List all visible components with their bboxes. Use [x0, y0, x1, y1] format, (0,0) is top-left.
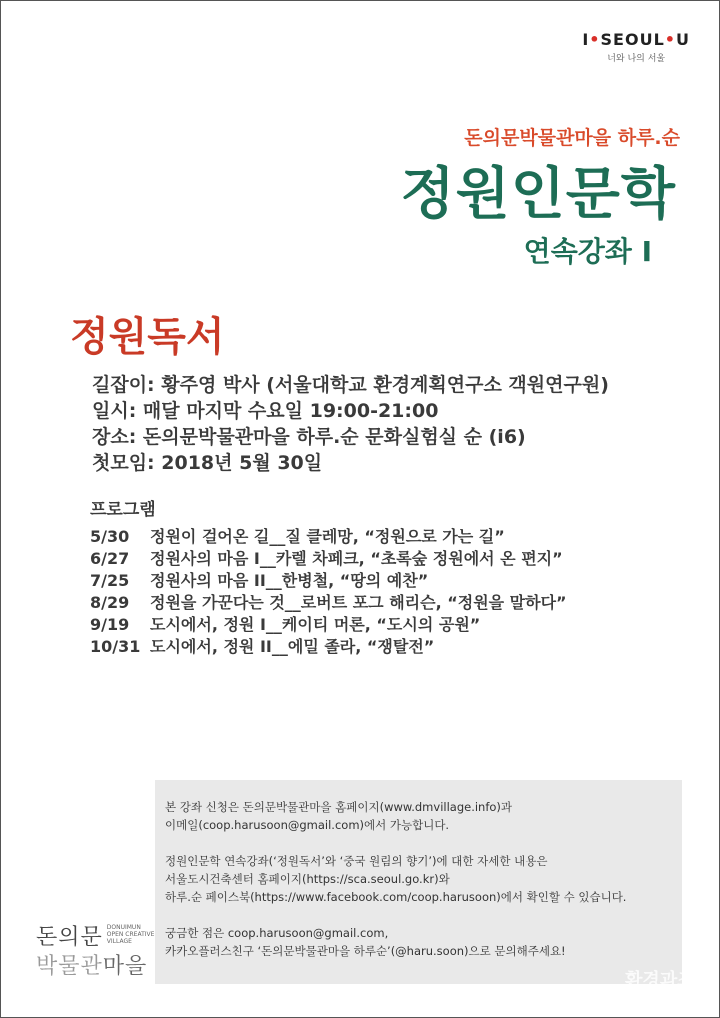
village-logo-line2a: 박물관 [36, 954, 103, 979]
program-list [90, 495, 567, 658]
notice-details [165, 852, 672, 906]
notice-line: 궁금한 점은 coop.harusoon@gmail.com, [165, 926, 389, 940]
info-location: 장소: 돈의문박물관마을 하루.순 문화실험실 순 (i6) [92, 426, 526, 448]
section-title: 정원독서 [70, 314, 225, 360]
page-subtitle: 연속강좌 Ⅰ [523, 235, 652, 268]
organizer-name: 돈의문박물관마을 하루.순 [464, 127, 680, 149]
page-title: 정원인문학 [400, 162, 676, 227]
list-item [90, 548, 567, 570]
notice-line: 서울도시건축센터 홈페이지(https://sca.seoul.go.kr)와 [165, 872, 450, 886]
info-datetime: 일시: 매달 마지막 수요일 19:00-21:00 [92, 400, 439, 422]
list-item [90, 636, 567, 658]
list-item [90, 592, 567, 614]
program-date: 6/27 [90, 549, 130, 568]
program-text: 정원을 가꾼다는 것__로버트 포그 해리슨, “정원을 말하다” [150, 593, 567, 612]
notice-line: 이메일(coop.harusoon@gmail.com)에서 가능합니다. [165, 818, 450, 832]
notice-registration [165, 798, 672, 834]
village-logo-line2 [36, 949, 154, 980]
donuimun-village-logo [36, 920, 154, 980]
village-logo-line1: 돈의문 [36, 925, 103, 950]
village-logo-english [107, 924, 155, 945]
logo-tagline: 너와 나의 서울 [607, 54, 666, 64]
notice-line: 정원인문학 연속강좌(‘정원독서’와 ‘중국 원림의 향기’)에 대한 자세한 내용은 [165, 854, 548, 868]
notice-box [155, 780, 682, 984]
program-title: 프로그램 [90, 500, 156, 520]
list-item [90, 570, 567, 592]
program-text: 정원이 걸어온 길__질 클레망, “정원으로 가는 길” [150, 527, 505, 546]
program-text: 정원사의 마음 I__카렐 차페크, “초록숲 정원에서 온 편지” [150, 549, 563, 568]
notice-line: 본 강좌 신청은 돈의문박물관마을 홈페이지(www.dmvillage.info)과 [165, 800, 513, 814]
watermark: 환경과조경 [625, 970, 712, 991]
village-logo-en-line: VILLAGE [106, 938, 132, 945]
program-text: 도시에서, 정원 I__케이티 머론, “도시의 공원” [150, 615, 481, 634]
program-date: 9/19 [90, 615, 130, 634]
info-guide: 길잡이: 황주영 박사 (서울대학교 환경계획연구소 객원연구원) [92, 374, 609, 396]
program-date: 7/25 [90, 571, 130, 590]
logo-main: I•SEOUL•U [582, 30, 690, 49]
notice-contact [165, 924, 672, 960]
program-date: 8/29 [90, 593, 130, 612]
list-item [90, 614, 567, 636]
program-date: 5/30 [90, 527, 130, 546]
notice-line: 하루.순 페이스북(https://www.facebook.com/coop.harusoon)에서 확인할 수 있습니다. [165, 890, 627, 904]
list-item [90, 526, 567, 548]
info-first-meeting: 첫모임: 2018년 5월 30일 [92, 452, 323, 474]
program-text: 정원사의 마음 II__한병철, “땅의 예찬” [150, 571, 429, 590]
village-logo-en-line: DONUIMUN [106, 924, 141, 931]
notice-line: 카카오플러스친구 ‘돈의문박물관마을 하루순’(@haru.soon)으로 문의해주세요! [165, 944, 566, 958]
program-date: 10/31 [90, 637, 141, 656]
i-seoul-u-logo [582, 30, 690, 64]
program-text: 도시에서, 정원 II__에밀 졸라, “쟁탈전” [150, 637, 435, 656]
village-logo-line2b: 마을 [102, 954, 148, 979]
event-info [92, 372, 609, 476]
village-logo-en-line: OPEN CREATIVE [106, 931, 155, 938]
